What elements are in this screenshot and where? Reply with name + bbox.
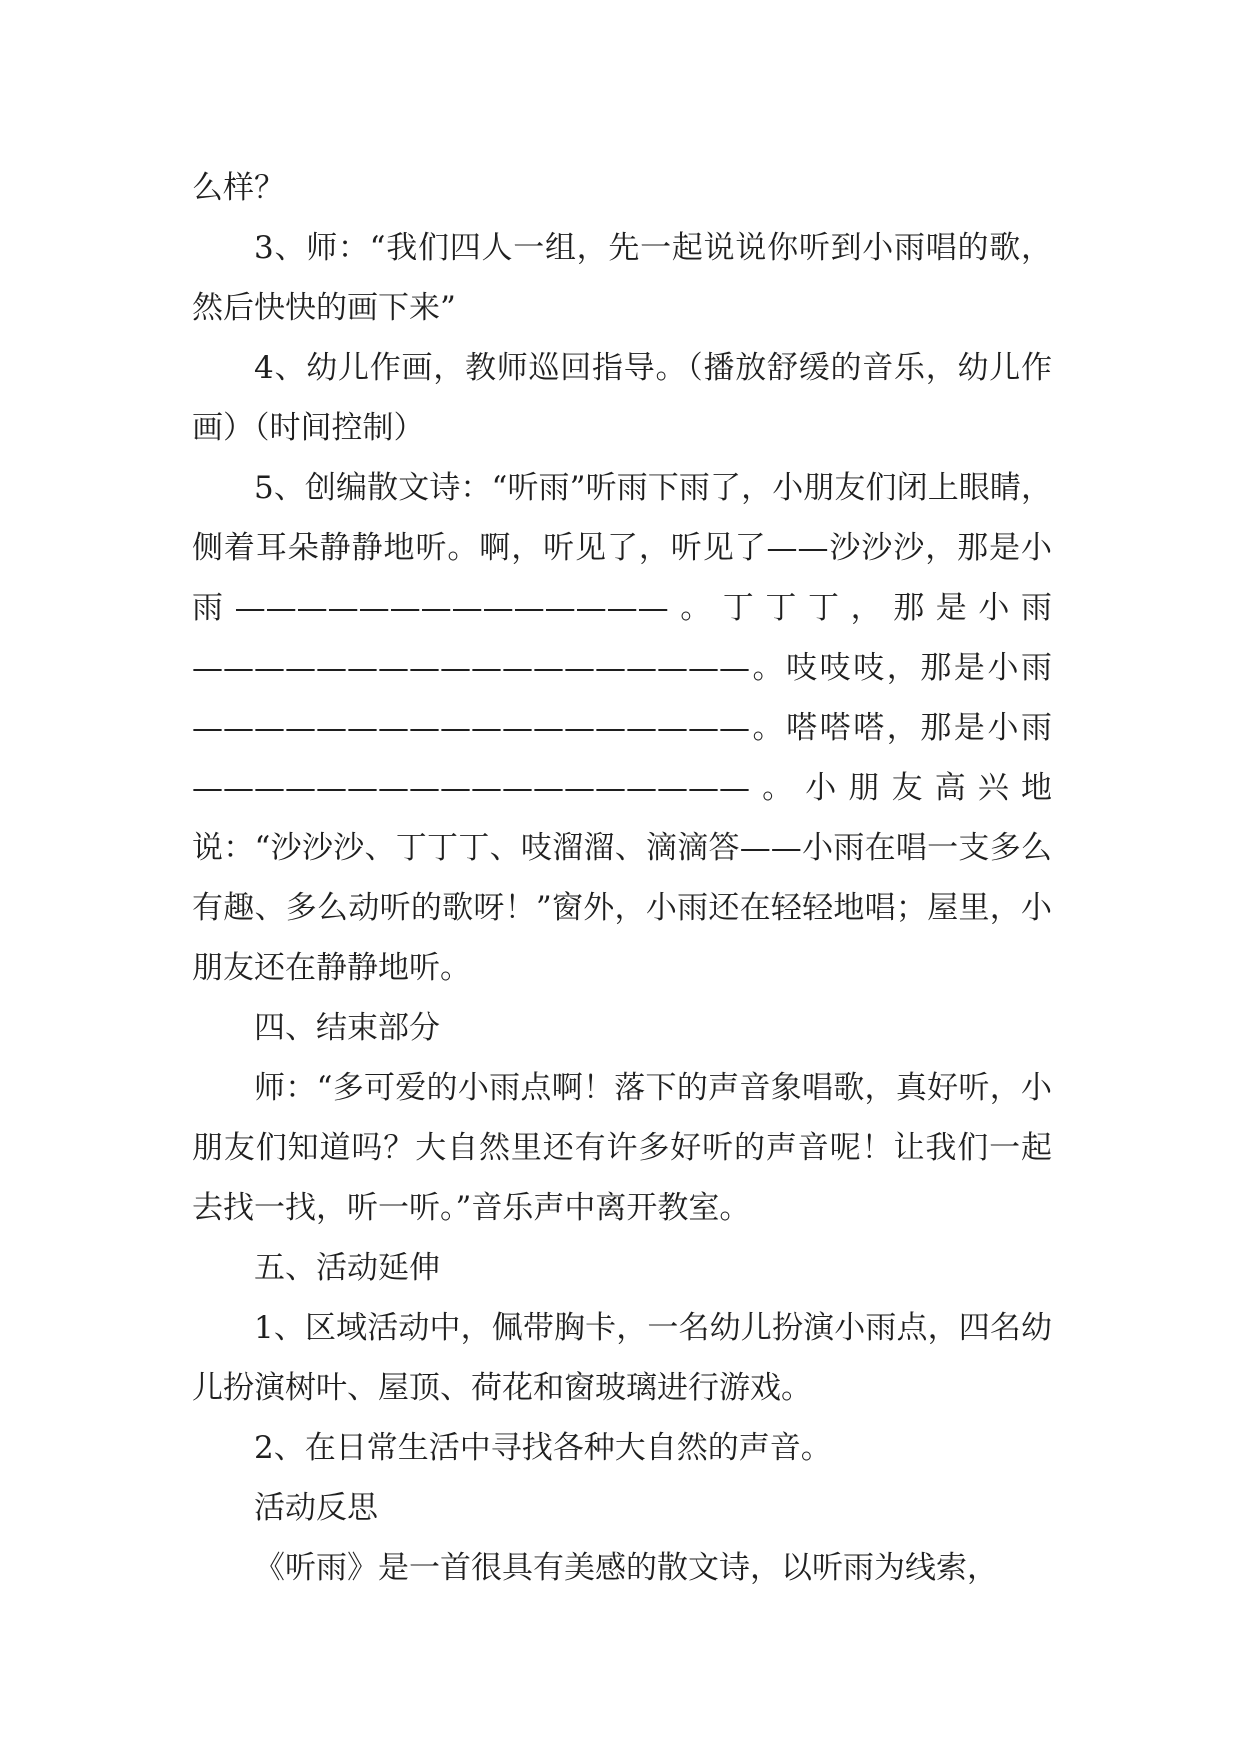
section-heading-reflection: 活动反思	[254, 1490, 378, 1526]
section-heading-extension: 五、活动延伸	[254, 1250, 440, 1286]
paragraph-extension-1: 1、区域活动中，佩带胸卡，一名幼儿扮演小雨点，四名幼儿扮演树叶、屋顶、荷花和窗玻璃进行游戏。	[192, 1310, 1052, 1406]
section-heading-ending: 四、结束部分	[254, 1010, 440, 1046]
paragraph-teacher-closing: 师：“多可爱的小雨点啊！落下的声音象唱歌，真好听，小朋友们知道吗？大自然里还有许多好听的声音呢！让我们一起去找一找，听一听。”音乐声中离开教室。	[192, 1070, 1052, 1226]
paragraph-extension-2: 2、在日常生活中寻找各种大自然的声音。	[254, 1430, 832, 1466]
paragraph-step-3: 3、师：“我们四人一组，先一起说说你听到小雨唱的歌，然后快快的画下来”	[192, 230, 1052, 326]
paragraph-continuation: 么样？	[192, 170, 285, 206]
paragraph-step-4: 4、幼儿作画，教师巡回指导。（播放舒缓的音乐，幼儿作画）（时间控制）	[192, 350, 1052, 446]
paragraph-step-5-poem: 5、创编散文诗：“听雨”听雨下雨了，小朋友们闭上眼睛，侧着耳朵静静地听。啊，听见了，听见了——沙沙沙，那是小雨——————————————。丁丁丁，那是小雨——————————————————。吱吱吱，那是小雨——————————————————。嗒嗒嗒，那是小雨——————————————————。小朋友高兴地说：“沙沙沙、丁丁丁、吱溜溜、滴滴答——小雨在唱一支多么有趣、多么动听的歌呀！”窗外，小雨还在轻轻地唱；屋里，小朋友还在静静地听。	[192, 470, 1052, 986]
document-body	[192, 158, 1052, 1598]
paragraph-reflection: 《听雨》是一首很具有美感的散文诗，以听雨为线索，	[254, 1550, 998, 1586]
